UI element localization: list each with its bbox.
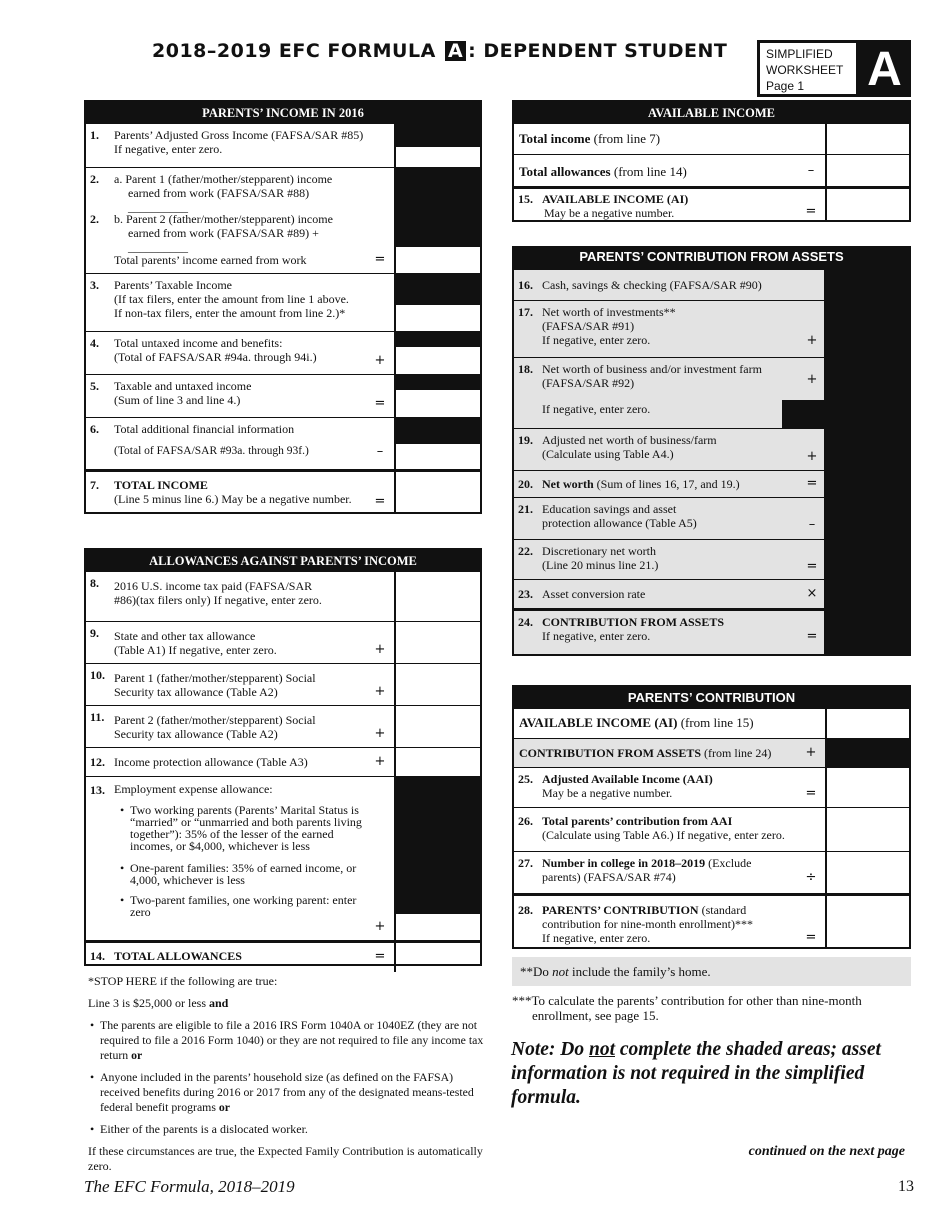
line-11-row: 11. Parent 2 (father/mother/stepparent) Social Security tax allowance (Table A2) + bbox=[86, 705, 480, 747]
total-allowances-input[interactable] bbox=[825, 155, 909, 187]
parents-income-panel bbox=[84, 100, 482, 514]
line-22-row: 22. Discretionary net worth (Line 20 minus line 21.) = bbox=[514, 539, 824, 579]
line-13-row: 13. Employment expense allowance: • Two working parents (Parents’ Marital Status is “married” or “unmarried and both parents living together”): 35% of the lesser of the earned incomes, or $4,000, whichever is less • One-parent families: 35% of earned income, or 4,000, whichever is less • Two-parent families, one working parent: enter zero + bbox=[86, 776, 480, 940]
line-3-row: 3. Parents’ Taxable Income (If tax filers, enter the amount from line 1 above. If non-tax filers, enter the amount from line 2.)* bbox=[86, 273, 480, 331]
line-27-input[interactable] bbox=[825, 852, 909, 894]
line-9-row: 9. State and other tax allowance (Table A1) If negative, enter zero. + bbox=[86, 621, 480, 663]
line-25-input[interactable] bbox=[825, 768, 909, 808]
contribution-panel bbox=[512, 685, 911, 949]
allowances-title: ALLOWANCES AGAINST PARENTS’ INCOME bbox=[86, 550, 480, 572]
line-21-row: 21. Education savings and asset protection allowance (Table A5) – bbox=[514, 497, 824, 539]
line-2-total-input[interactable] bbox=[394, 246, 480, 273]
line-24-row: 24. CONTRIBUTION FROM ASSETS If negative, enter zero. = bbox=[514, 608, 824, 654]
line-6-row: 6. Total additional financial information (Total of FAFSA/SAR #93a. through 93f.) – bbox=[86, 417, 480, 469]
worksheet-letter: A bbox=[867, 43, 902, 96]
page-title: 2018–2019 EFC FORMULA A : DEPENDENT STUDENT bbox=[152, 40, 728, 62]
line-4-row: 4. Total untaxed income and benefits: (Total of FAFSA/SAR #94a. through 94i.) + bbox=[86, 331, 480, 374]
line-28-row: 28. PARENTS’ CONTRIBUTION (standard contribution for nine-month enrollment)*** If negative, enter zero. = bbox=[514, 893, 909, 949]
line-5-row: 5. Taxable and untaxed income (Sum of line 3 and line 4.) = bbox=[86, 374, 480, 417]
line-12-row: 12. Income protection allowance (Table A3) + bbox=[86, 747, 480, 776]
line-1-input[interactable] bbox=[394, 146, 480, 167]
line-26-row: 26. Total parents’ contribution from AAI (Calculate using Table A6.) If negative, enter zero. bbox=[514, 807, 909, 851]
assets-title: PARENTS’ CONTRIBUTION FROM ASSETS bbox=[512, 246, 911, 268]
line-18-row: 18. Net worth of business and/or investment farm (FAFSA/SAR #92) If negative, enter zero. + bbox=[514, 357, 824, 428]
line-2b-row: 2. b. Parent 2 (father/mother/stepparent) income earned from work (FAFSA/SAR #89) + __________ bbox=[86, 208, 480, 246]
line-7-input[interactable] bbox=[394, 472, 480, 514]
stop-notes: *STOP HERE if the following are true: Line 3 is $25,000 or less and • The parents are eligible to file a 2016 IRS Form 1040A or 1040EZ (they are not required to file a 2016 Form 1040) or they are not required to file any income tax return or • Anyone included in the parents’ household size (as defined on the FAFSA) received benefits during 2016 or 2017 from any of the designated means-tested federal benefit programs or • Either of the parents is a dislocated worker. If these circumstances are true, the Expected Family Contribution is automatically zero. bbox=[88, 974, 484, 1174]
total-allowances-row: Total allowances (from line 14) – bbox=[514, 154, 909, 186]
line-15-input[interactable] bbox=[825, 189, 909, 220]
line-4-input[interactable] bbox=[394, 346, 480, 375]
line-8-input[interactable] bbox=[394, 572, 480, 621]
line-23-row: 23. Asset conversion rate × bbox=[514, 579, 824, 608]
contribution-title: PARENTS’ CONTRIBUTION bbox=[514, 687, 909, 709]
line-12-input[interactable] bbox=[394, 748, 480, 777]
available-income-title: AVAILABLE INCOME bbox=[514, 102, 909, 124]
shaded-areas-note: Note: Do not complete the shaded areas; asset information is not required in the simplified formula. bbox=[511, 1039, 881, 1108]
line-3-input[interactable] bbox=[394, 304, 480, 332]
total-income-input[interactable] bbox=[825, 124, 909, 154]
line-10-input[interactable] bbox=[394, 664, 480, 706]
line-11-input[interactable] bbox=[394, 706, 480, 748]
line-9-input[interactable] bbox=[394, 622, 480, 664]
worksheet-label: SIMPLIFIED WORKSHEET Page 1 bbox=[760, 43, 856, 94]
contribution-ai-input[interactable] bbox=[825, 709, 909, 738]
line-27-row: 27. Number in college in 2018–2019 (Exclude parents) (FAFSA/SAR #74) ÷ bbox=[514, 851, 909, 893]
line-2-total-row: Total parents’ income earned from work = bbox=[86, 246, 480, 273]
line-8-row: 8. 2016 U.S. income tax paid (FAFSA/SAR #86)(tax filers only) If negative, enter zero. bbox=[86, 572, 480, 621]
line-16-row: 16. Cash, savings & checking (FAFSA/SAR #90) bbox=[518, 278, 762, 292]
line-26-input[interactable] bbox=[825, 808, 909, 852]
continued-note: continued on the next page bbox=[748, 1144, 905, 1159]
line-17-row: 17. Net worth of investments** (FAFSA/SAR #91) If negative, enter zero. + bbox=[514, 300, 824, 357]
total-income-row: Total income (from line 7) bbox=[514, 124, 909, 154]
contribution-assets-row: CONTRIBUTION FROM ASSETS (from line 24) + bbox=[514, 738, 909, 767]
line-5-input[interactable] bbox=[394, 389, 480, 418]
line-20-row: 20. Net worth (Sum of lines 16, 17, and 19.) = bbox=[514, 470, 824, 497]
worksheet-tab bbox=[757, 40, 911, 97]
page-number: 13 bbox=[898, 1178, 914, 1195]
formula-letter-badge: A bbox=[445, 41, 466, 61]
home-note: **Do not include the family’s home. bbox=[512, 957, 911, 986]
allowances-panel bbox=[84, 548, 482, 966]
line-15-row: 15. AVAILABLE INCOME (AI) May be a negative number. = bbox=[514, 186, 909, 220]
line-13-input[interactable] bbox=[394, 913, 480, 941]
line-7-row: 7. TOTAL INCOME (Line 5 minus line 6.) May be a negative number. = bbox=[86, 469, 480, 514]
assets-panel bbox=[512, 246, 911, 656]
footer-title: The EFC Formula, 2018–2019 bbox=[84, 1177, 295, 1196]
line-28-input[interactable] bbox=[825, 896, 909, 949]
line-2a-row: 2. a. Parent 1 (father/mother/stepparent) income earned from work (FAFSA/SAR #88) __________ bbox=[86, 167, 480, 208]
parents-income-title: PARENTS’ INCOME IN 2016 bbox=[86, 102, 480, 124]
line-25-row: 25. Adjusted Available Income (AAI) May be a negative number. = bbox=[514, 767, 909, 807]
nine-month-note: ***To calculate the parents’ contribution for other than nine-month enrollment, see page 15. bbox=[512, 993, 862, 1023]
line-19-row: 19. Adjusted net worth of business/farm (Calculate using Table A4.) + bbox=[514, 428, 824, 470]
line-14-row: 14. TOTAL ALLOWANCES = bbox=[86, 940, 480, 972]
line-10-row: 10. Parent 1 (father/mother/stepparent) Social Security tax allowance (Table A2) + bbox=[86, 663, 480, 705]
line-6-input[interactable] bbox=[394, 443, 480, 470]
contribution-ai-row: AVAILABLE INCOME (AI) (from line 15) bbox=[514, 709, 909, 738]
line-14-input[interactable] bbox=[394, 943, 480, 972]
line-1-row: 1. Parents’ Adjusted Gross Income (FAFSA/SAR #85) If negative, enter zero. bbox=[86, 124, 480, 167]
available-income-panel bbox=[512, 100, 911, 222]
